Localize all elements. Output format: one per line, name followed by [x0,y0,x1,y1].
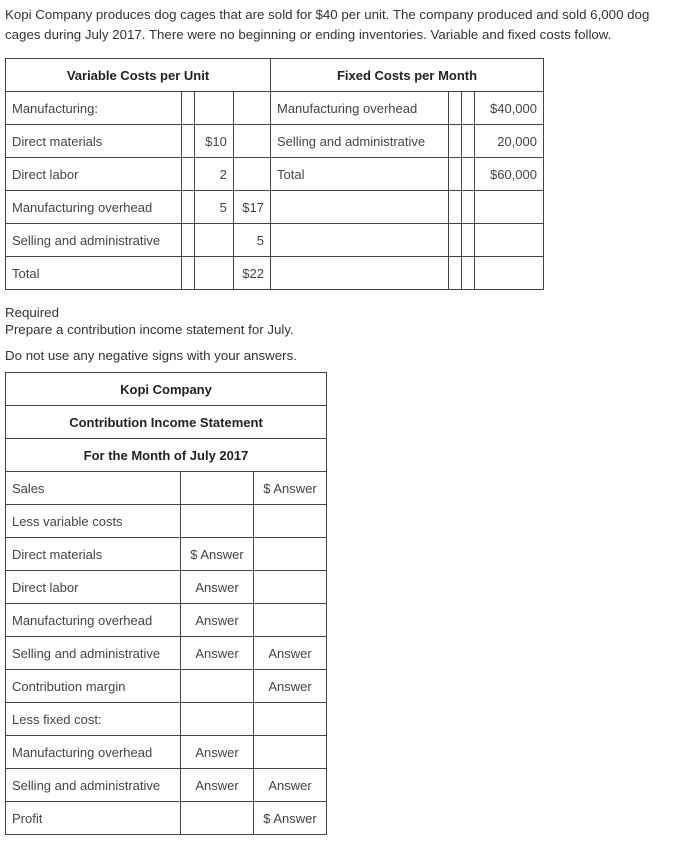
statement-row [6,637,327,670]
answer-field-2 [254,571,327,604]
statement-label: Selling and administrative [6,769,181,802]
fixed-cost-value: $60,000 [475,158,544,191]
spacer-cell [448,257,461,290]
statement-row [6,571,327,604]
fixed-cost-label: Manufacturing overhead [271,92,449,125]
fixed-cost-value [475,257,544,290]
statement-row [6,736,327,769]
answer-field-2[interactable]: $ Answer [254,802,327,835]
variable-cost-subtotal: $22 [233,257,270,290]
answer-field-2[interactable]: Answer [254,637,327,670]
answer-field-1[interactable]: Answer [181,637,254,670]
fixed-cost-label [271,224,449,257]
fixed-cost-label: Selling and administrative [271,125,449,158]
answer-field-1[interactable]: Answer [181,736,254,769]
cost-row [6,191,544,224]
statement-row [6,802,327,835]
answer-field-1[interactable]: Answer [181,769,254,802]
statement-row [6,703,327,736]
spacer-cell [181,158,194,191]
variable-cost-subtotal [233,158,270,191]
variable-cost-label: Total [6,257,182,290]
answer-field-1 [181,670,254,703]
variable-cost-label: Manufacturing overhead [6,191,182,224]
answer-field-1 [181,802,254,835]
answer-field-1[interactable]: Answer [181,604,254,637]
statement-row [6,472,327,505]
fixed-cost-label: Total [271,158,449,191]
statement-label: Sales [6,472,181,505]
statement-label: Contribution margin [6,670,181,703]
spacer-cell [461,92,474,125]
required-heading: Required [5,305,59,320]
statement-row [6,505,327,538]
problem-intro: Kopi Company produces dog cages that are sold for $40 per unit. The company produced and sold 6,000 dog cages during July 2017. There were no beginning or ending inventories. Variable and fixed costs follow. [5,7,650,42]
statement-label: Less variable costs [6,505,181,538]
answer-field-1 [181,505,254,538]
answer-field-1[interactable]: Answer [181,571,254,604]
variable-cost-subtotal [233,92,270,125]
cost-row [6,224,544,257]
spacer-cell [448,158,461,191]
fixed-cost-label [271,257,449,290]
statement-row [6,538,327,571]
statement-label: Direct labor [6,571,181,604]
fixed-cost-value [475,224,544,257]
variable-cost-value [194,257,233,290]
answer-field-2 [254,604,327,637]
cost-row [6,125,544,158]
required-task: Prepare a contribution income statement for July. [5,322,294,337]
answer-field-1 [181,472,254,505]
statement-title: Contribution Income Statement [6,406,327,439]
answer-field-1 [181,703,254,736]
variable-cost-label: Manufacturing: [6,92,182,125]
statement-company: Kopi Company [6,373,327,406]
cost-table [5,58,544,290]
variable-costs-header: Variable Costs per Unit [6,59,271,92]
cost-row [6,257,544,290]
statement-label: Profit [6,802,181,835]
variable-cost-label: Direct materials [6,125,182,158]
statement-label: Selling and administrative [6,637,181,670]
statement-row [6,769,327,802]
spacer-cell [181,257,194,290]
variable-cost-value [194,224,233,257]
answer-field-2[interactable]: Answer [254,670,327,703]
spacer-cell [448,224,461,257]
fixed-cost-value: $40,000 [475,92,544,125]
variable-cost-value: 5 [194,191,233,224]
variable-cost-label: Selling and administrative [6,224,182,257]
answer-field-2[interactable]: Answer [254,769,327,802]
variable-cost-subtotal: 5 [233,224,270,257]
variable-cost-value [194,92,233,125]
fixed-cost-label [271,191,449,224]
fixed-cost-value: 20,000 [475,125,544,158]
variable-cost-label: Direct labor [6,158,182,191]
variable-cost-subtotal [233,125,270,158]
spacer-cell [448,92,461,125]
spacer-cell [448,125,461,158]
income-statement-table [5,372,327,835]
spacer-cell [461,158,474,191]
spacer-cell [448,191,461,224]
spacer-cell [181,125,194,158]
required-note: Do not use any negative signs with your answers. [5,348,297,363]
spacer-cell [461,257,474,290]
answer-field-2 [254,538,327,571]
statement-period: For the Month of July 2017 [6,439,327,472]
statement-row [6,604,327,637]
statement-label: Manufacturing overhead [6,604,181,637]
answer-field-1[interactable]: $ Answer [181,538,254,571]
spacer-cell [461,191,474,224]
spacer-cell [461,125,474,158]
spacer-cell [181,92,194,125]
fixed-costs-header: Fixed Costs per Month [271,59,544,92]
variable-cost-value: 2 [194,158,233,191]
answer-field-2 [254,736,327,769]
spacer-cell [461,224,474,257]
spacer-cell [181,224,194,257]
variable-cost-subtotal: $17 [233,191,270,224]
statement-label: Manufacturing overhead [6,736,181,769]
variable-cost-value: $10 [194,125,233,158]
statement-label: Less fixed cost: [6,703,181,736]
answer-field-2 [254,703,327,736]
statement-row [6,670,327,703]
spacer-cell [181,191,194,224]
answer-field-2 [254,505,327,538]
answer-field-2[interactable]: $ Answer [254,472,327,505]
cost-row [6,92,544,125]
fixed-cost-value [475,191,544,224]
statement-label: Direct materials [6,538,181,571]
cost-row [6,158,544,191]
